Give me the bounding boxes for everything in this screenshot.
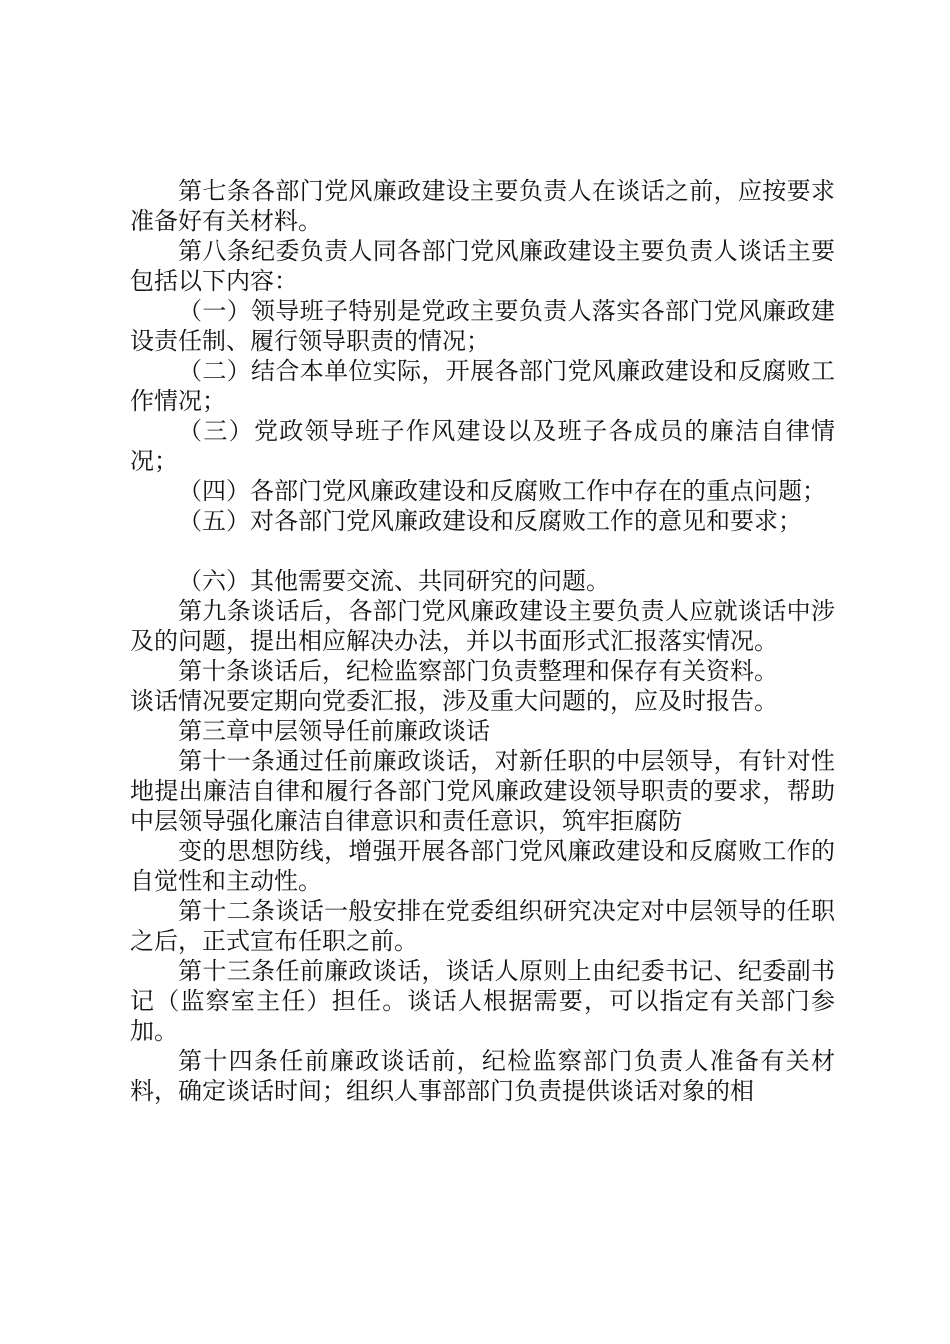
- paragraph-article-13: 第十三条任前廉政谈话，谈话人原则上由纪委书记、纪委副书记（监察室主任）担任。谈话人根据需要，可以指定有关部门参加。: [130, 957, 835, 1045]
- paragraph-article-11: 第十一条通过任前廉政谈话，对新任职的中层领导，有针对性地提出廉洁自律和履行各部门党风廉政建设领导职责的要求，帮助中层领导强化廉洁自律意识和责任意识，筑牢拒腐防: [130, 747, 835, 835]
- paragraph-article-12: 第十二条谈话一般安排在党委组织研究决定对中层领导的任职之后，正式宣布任职之前。: [130, 897, 835, 955]
- paragraph-article-8: 第八条纪委负责人同各部门党风廉政建设主要负责人谈话主要包括以下内容：: [130, 237, 835, 295]
- paragraph-article-10-continued: 谈话情况要定期向党委汇报，涉及重大问题的，应及时报告。: [130, 687, 778, 715]
- paragraph-item-5: （五）对各部门党风廉政建设和反腐败工作的意见和要求；: [178, 507, 802, 535]
- paragraph-article-10: 第十条谈话后，纪检监察部门负责整理和保存有关资料。: [178, 657, 778, 685]
- paragraph-article-9: 第九条谈话后，各部门党风廉政建设主要负责人应就谈话中涉及的问题，提出相应解决办法，并以书面形式汇报落实情况。: [130, 597, 835, 655]
- paragraph-item-1: （一）领导班子特别是党政主要负责人落实各部门党风廉政建设责任制、履行领导职责的情况；: [130, 297, 835, 355]
- paragraph-article-11-continued: 变的思想防线，增强开展各部门党风廉政建设和反腐败工作的自觉性和主动性。: [130, 837, 835, 895]
- paragraph-article-14: 第十四条任前廉政谈话前，纪检监察部门负责人准备有关材料，确定谈话时间；组织人事部部门负责提供谈话对象的相: [130, 1047, 835, 1105]
- paragraph-article-7: 第七条各部门党风廉政建设主要负责人在谈话之前，应按要求准备好有关材料。: [130, 177, 835, 235]
- paragraph-item-6: （六）其他需要交流、共同研究的问题。: [178, 567, 610, 595]
- document-body: [130, 176, 835, 1106]
- chapter-3-heading: 第三章中层领导任前廉政谈话: [178, 717, 490, 745]
- paragraph-item-3: （三）党政领导班子作风建设以及班子各成员的廉洁自律情况；: [130, 417, 835, 475]
- paragraph-item-4: （四）各部门党风廉政建设和反腐败工作中存在的重点问题；: [178, 477, 826, 505]
- paragraph-item-2: （二）结合本单位实际，开展各部门党风廉政建设和反腐败工作情况；: [130, 357, 835, 415]
